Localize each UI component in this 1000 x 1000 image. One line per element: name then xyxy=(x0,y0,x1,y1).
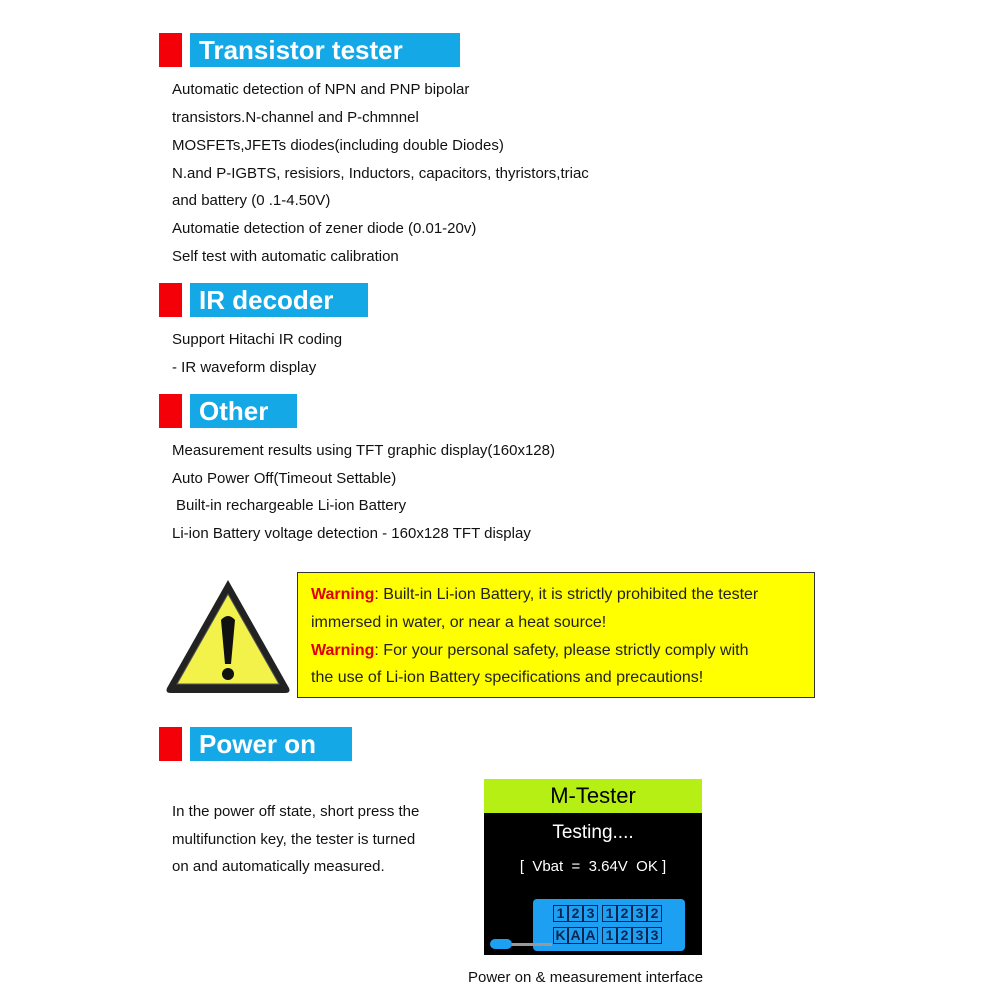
section-title: Power on xyxy=(190,727,352,761)
header-red-marker xyxy=(159,283,182,317)
text-line: Auto Power Off(Timeout Settable) xyxy=(172,470,397,487)
screen-vbat: [ Vbat = 3.64V OK ] xyxy=(519,858,667,875)
text-line: N.and P-IGBTS, resisiors, Inductors, capacitors, thyristors,triac xyxy=(172,165,589,182)
pin-cell: 2 xyxy=(568,905,583,922)
pin-cell: 1 xyxy=(602,905,617,922)
screen-caption: Power on & measurement interface xyxy=(468,969,704,986)
text-line: In the power off state, short press the xyxy=(172,803,420,820)
pin-cell: 3 xyxy=(647,927,662,944)
pin-cell: 1 xyxy=(553,905,568,922)
header-red-marker xyxy=(159,33,182,67)
pin-cell: 2 xyxy=(647,905,662,922)
warning-box xyxy=(297,572,815,698)
text-line: Self test with automatic calibration xyxy=(172,248,399,265)
text-line: transistors.N-channel and P-chmnnel xyxy=(172,109,419,126)
screen-title: M-Tester xyxy=(484,779,702,813)
header-red-marker xyxy=(159,394,182,428)
pin-cell: 3 xyxy=(583,905,598,922)
text-line: Automatic detection of NPN and PNP bipolar xyxy=(172,81,470,98)
text-line: Built-in rechargeable Li-ion Battery xyxy=(176,497,407,514)
pin-cell: 1 xyxy=(602,927,617,944)
text-line: Support Hitachi IR coding xyxy=(172,331,343,348)
text-line: Measurement results using TFT graphic display(160x128) xyxy=(172,442,555,459)
section-title: Transistor tester xyxy=(190,33,460,67)
section-title: IR decoder xyxy=(190,283,368,317)
section-title: Other xyxy=(190,394,297,428)
text-line: - IR waveform display xyxy=(172,359,317,376)
pin-row xyxy=(553,927,662,944)
text-line: and battery (0 .1-4.50V) xyxy=(172,192,331,209)
screen-status: Testing.... xyxy=(552,822,634,843)
warning-triangle-icon xyxy=(163,576,293,696)
pin-cell: 3 xyxy=(632,927,647,944)
pin-cell: 2 xyxy=(617,927,632,944)
text-line: on and automatically measured. xyxy=(172,858,385,875)
text-line: Automatie detection of zener diode (0.01-20v) xyxy=(172,220,477,237)
tft-screen-image xyxy=(484,779,702,955)
warning-line: Warning: Built-in Li-ion Battery, it is strictly prohibited the tester xyxy=(311,586,759,603)
progress-knob xyxy=(490,939,512,949)
warning-line: the use of Li-ion Battery specifications and precautions! xyxy=(311,669,704,686)
pin-row xyxy=(553,905,662,922)
pin-panel xyxy=(533,899,685,951)
warning-line: immersed in water, or near a heat source! xyxy=(311,614,607,631)
text-line: multifunction key, the tester is turned xyxy=(172,831,416,848)
pin-cell: 3 xyxy=(632,905,647,922)
pin-cell: K xyxy=(553,927,568,944)
text-line: MOSFETs,JFETs diodes(including double Diodes) xyxy=(172,137,504,154)
text-line: Li-ion Battery voltage detection - 160x128 TFT display xyxy=(172,525,531,542)
pin-cell: 2 xyxy=(617,905,632,922)
header-red-marker xyxy=(159,727,182,761)
pin-cell: A xyxy=(583,927,598,944)
pin-cell: A xyxy=(568,927,583,944)
warning-line: Warning: For your personal safety, please strictly comply with xyxy=(311,642,749,659)
